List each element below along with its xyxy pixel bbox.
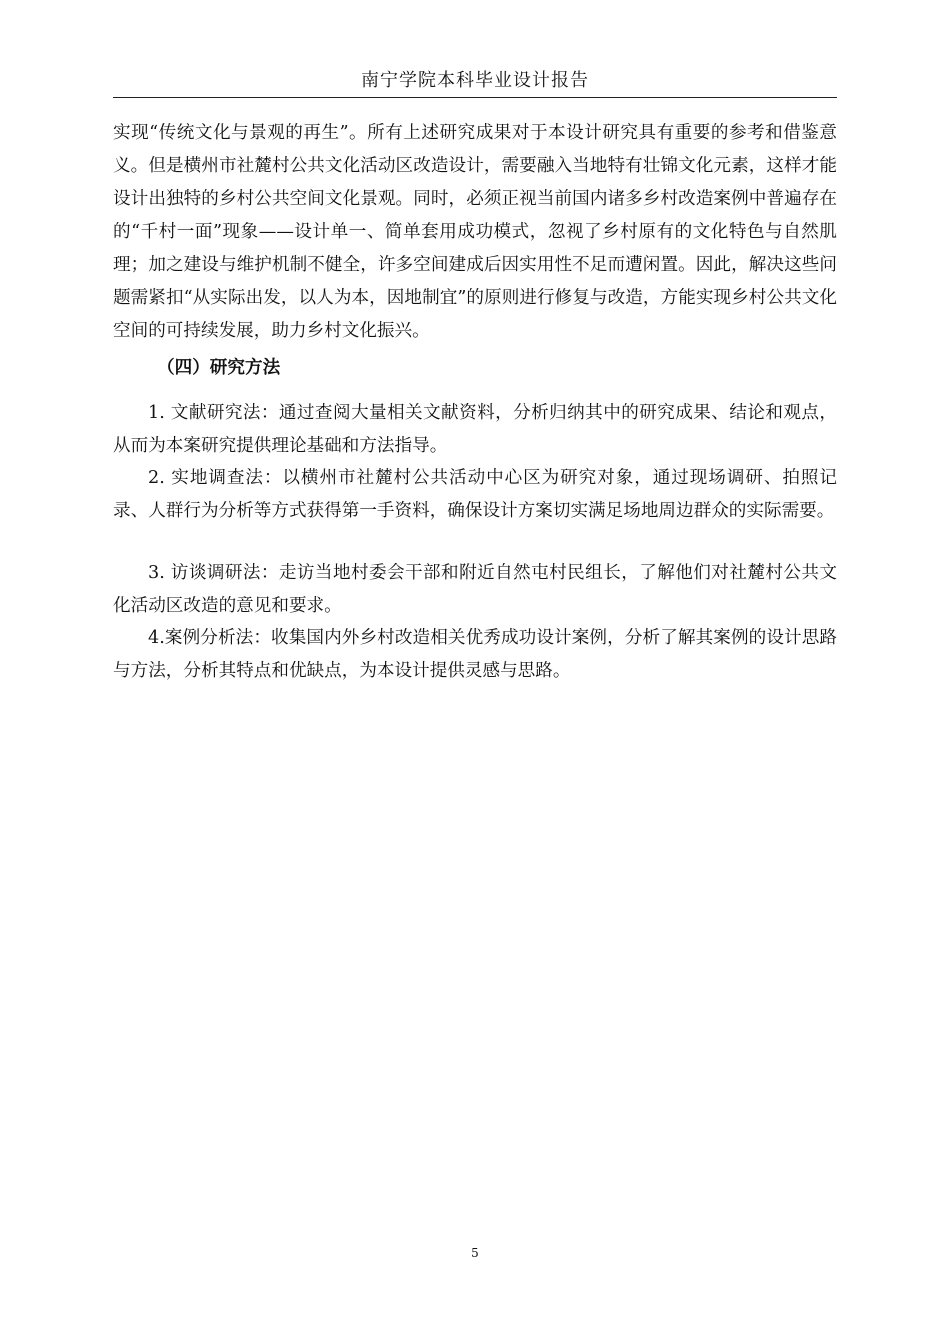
method-field-survey: 2. 实地调查法：以横州市社麓村公共活动中心区为研究对象，通过现场调研、拍照记录、人群行为分析等方式获得第一手资料，确保设计方案切实满足场地周边群众的实际需要。 [113, 468, 837, 521]
method-case-analysis: 4.案例分析法：收集国内外乡村改造相关优秀成功设计案例，分析了解其案例的设计思路与方法，分析其特点和优缺点，为本设计提供灵感与思路。 [113, 628, 837, 681]
method-literature-research: 1. 文献研究法：通过查阅大量相关文献资料，分析归纳其中的研究成果、结论和观点，从而为本案研究提供理论基础和方法指导。 [113, 403, 837, 456]
running-header-title: 南宁学院本科毕业设计报告 [361, 70, 589, 91]
method-interview-research: 3. 访谈调研法：走访当地村委会干部和附近自然屯村民组长，了解他们对社麓村公共文化活动区改造的意见和要求。 [113, 563, 837, 616]
page-number: 5 [471, 1246, 479, 1260]
intro-paragraph: 实现“传统文化与景观的再生”。所有上述研究成果对于本设计研究具有重要的参考和借鉴意义。但是横州市社麓村公共文化活动区改造设计，需要融入当地特有壮锦文化元素，这样才能设计出独特的乡村公共空间文化景观。同时，必须正视当前国内诸多乡村改造案例中普遍存在的“千村一面”现象——设计单一、简单套用成功模式，忽视了乡村原有的文化特色与自然肌理；加之建设与维护机制不健全，许多空间建成后因实用性不足而遭闲置。因此，解决这些问题需紧扣“从实际出发，以人为本，因地制宜”的原则进行修复与改造，方能实现乡村公共文化空间的可持续发展，助力乡村文化振兴。 [113, 123, 837, 341]
header-divider [113, 97, 837, 98]
section-heading-research-methods: （四）研究方法 [157, 357, 281, 378]
